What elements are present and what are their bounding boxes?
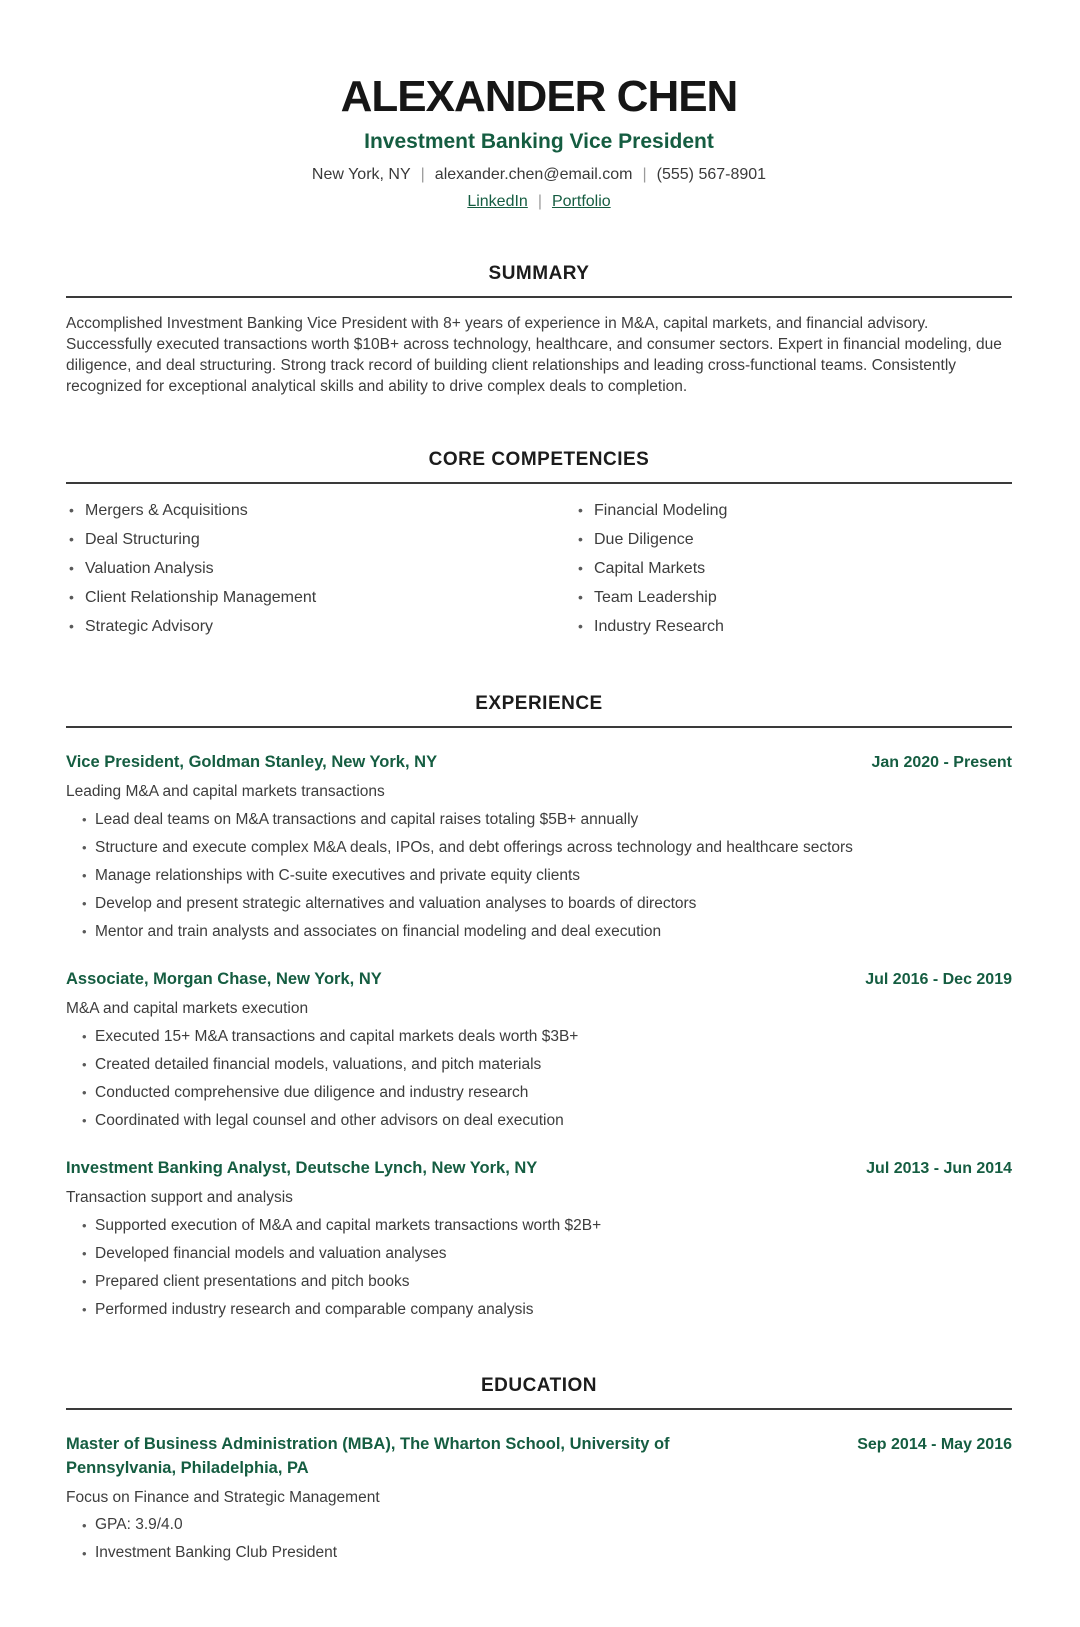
job-dates: Jul 2016 - Dec 2019	[865, 971, 1012, 989]
competencies-heading: CORE COMPETENCIES	[428, 449, 650, 471]
education-divider	[66, 1408, 1012, 1410]
experience-divider	[66, 726, 1012, 728]
education-bullet: • GPA: 3.9/4.0	[66, 1511, 1012, 1539]
job-header	[66, 1157, 1012, 1180]
job-bullet: • Supported execution of M&A and capital markets transactions worth $2B+	[66, 1211, 1012, 1239]
portfolio-link[interactable]: Portfolio	[551, 193, 611, 211]
competency-item: • Team Leadership	[575, 583, 1012, 612]
job-bullet: • Manage relationships with C-suite executives and private equity clients	[66, 861, 1012, 889]
job-bullet: • Performed industry research and comparable company analysis	[66, 1295, 1012, 1323]
experience-job-1	[66, 751, 1012, 945]
job-bullet-list	[66, 805, 1012, 945]
experience-job-3	[66, 1157, 1012, 1323]
competencies-left-column	[66, 496, 503, 641]
education-degree: Master of Business Administration (MBA), The Wharton School, University of Pennsylvania, Philadelphia, PA	[66, 1435, 670, 1477]
job-subtitle: M&A and capital markets execution	[66, 1000, 309, 1018]
competency-item: • Due Diligence	[575, 525, 1012, 554]
education-entry-1	[66, 1433, 1012, 1566]
section-summary	[66, 263, 1012, 397]
job-bullet-list	[66, 1022, 1012, 1134]
job-dates: Jul 2013 - Jun 2014	[866, 1160, 1012, 1178]
job-bullet: • Mentor and train analysts and associates on financial modeling and deal execution	[66, 917, 1012, 945]
competency-item: • Client Relationship Management	[66, 583, 503, 612]
job-bullet: • Developed financial models and valuation analyses	[66, 1239, 1012, 1267]
job-header	[66, 751, 1012, 774]
education-header	[66, 1433, 1012, 1479]
competencies-grid	[66, 496, 1012, 641]
job-bullet: • Coordinated with legal counsel and other advisors on deal execution	[66, 1106, 1012, 1134]
job-title: Vice President, Goldman Stanley, New York, NY	[66, 753, 438, 772]
job-bullet: • Executed 15+ M&A transactions and capital markets deals worth $3B+	[66, 1022, 1012, 1050]
job-subtitle: Leading M&A and capital markets transactions	[66, 783, 385, 801]
competency-item: • Valuation Analysis	[66, 554, 503, 583]
resume-header	[66, 74, 1012, 211]
job-bullet: • Develop and present strategic alternatives and valuation analyses to boards of directors	[66, 889, 1012, 917]
contact-location: New York, NY	[311, 166, 411, 184]
competency-item: • Financial Modeling	[575, 496, 1012, 525]
job-dates: Jan 2020 - Present	[871, 754, 1012, 772]
job-header	[66, 968, 1012, 991]
job-title: Associate, Morgan Chase, New York, NY	[66, 970, 382, 989]
education-bullet-list	[66, 1511, 1012, 1567]
linkedin-link[interactable]: LinkedIn	[467, 193, 528, 211]
job-bullet: • Structure and execute complex M&A deals, IPOs, and debt offerings across technology and healthcare sectors	[66, 833, 1012, 861]
job-title: Investment Banking Analyst, Deutsche Lynch, New York, NY	[66, 1159, 538, 1178]
competency-item: • Deal Structuring	[66, 525, 503, 554]
education-bullet: • Investment Banking Club President	[66, 1539, 1012, 1567]
contact-phone: (555) 567-8901	[656, 166, 767, 184]
section-education	[66, 1375, 1012, 1566]
contact-separator: |	[642, 166, 647, 184]
contact-links	[66, 193, 1012, 211]
job-bullet-list	[66, 1211, 1012, 1323]
competency-item: • Capital Markets	[575, 554, 1012, 583]
job-bullet: • Conducted comprehensive due diligence and industry research	[66, 1078, 1012, 1106]
competencies-divider	[66, 482, 1012, 484]
summary-divider	[66, 296, 1012, 298]
candidate-title: Investment Banking Vice President	[364, 130, 714, 154]
section-core-competencies	[66, 449, 1012, 641]
contact-line	[66, 166, 1012, 184]
competency-item: • Industry Research	[575, 612, 1012, 641]
education-subtitle: Focus on Finance and Strategic Management	[66, 1488, 380, 1506]
competencies-right-column	[575, 496, 1012, 641]
education-dates: Sep 2014 - May 2016	[857, 1436, 1012, 1454]
job-bullet: • Prepared client presentations and pitch books	[66, 1267, 1012, 1295]
competency-item: • Mergers & Acquisitions	[66, 496, 503, 525]
summary-heading: SUMMARY	[488, 263, 590, 285]
job-bullet: • Lead deal teams on M&A transactions and capital raises totaling $5B+ annually	[66, 805, 1012, 833]
contact-email: alexander.chen@email.com	[434, 166, 633, 184]
experience-heading: EXPERIENCE	[475, 693, 603, 715]
summary-body: Accomplished Investment Banking Vice President with 8+ years of experience in M&A, capital markets, and financial advisory. Successfully executed transactions worth $10B+ across technology, healthcare, and consumer sectors. Expert in financial modeling, due diligence, and deal structuring. Strong track record of building client relationships and leading cross-functional teams. Consistently recognized for exceptional analytical skills and ability to drive complex deals to completion.	[66, 315, 1002, 396]
links-separator: |	[537, 193, 542, 211]
candidate-name: ALEXANDER CHEN	[340, 72, 738, 121]
education-heading: EDUCATION	[480, 1375, 598, 1397]
contact-separator: |	[420, 166, 425, 184]
job-bullet: • Created detailed financial models, valuations, and pitch materials	[66, 1050, 1012, 1078]
section-experience	[66, 693, 1012, 1323]
job-subtitle: Transaction support and analysis	[66, 1189, 293, 1207]
competency-item: • Strategic Advisory	[66, 612, 503, 641]
experience-job-2	[66, 968, 1012, 1134]
